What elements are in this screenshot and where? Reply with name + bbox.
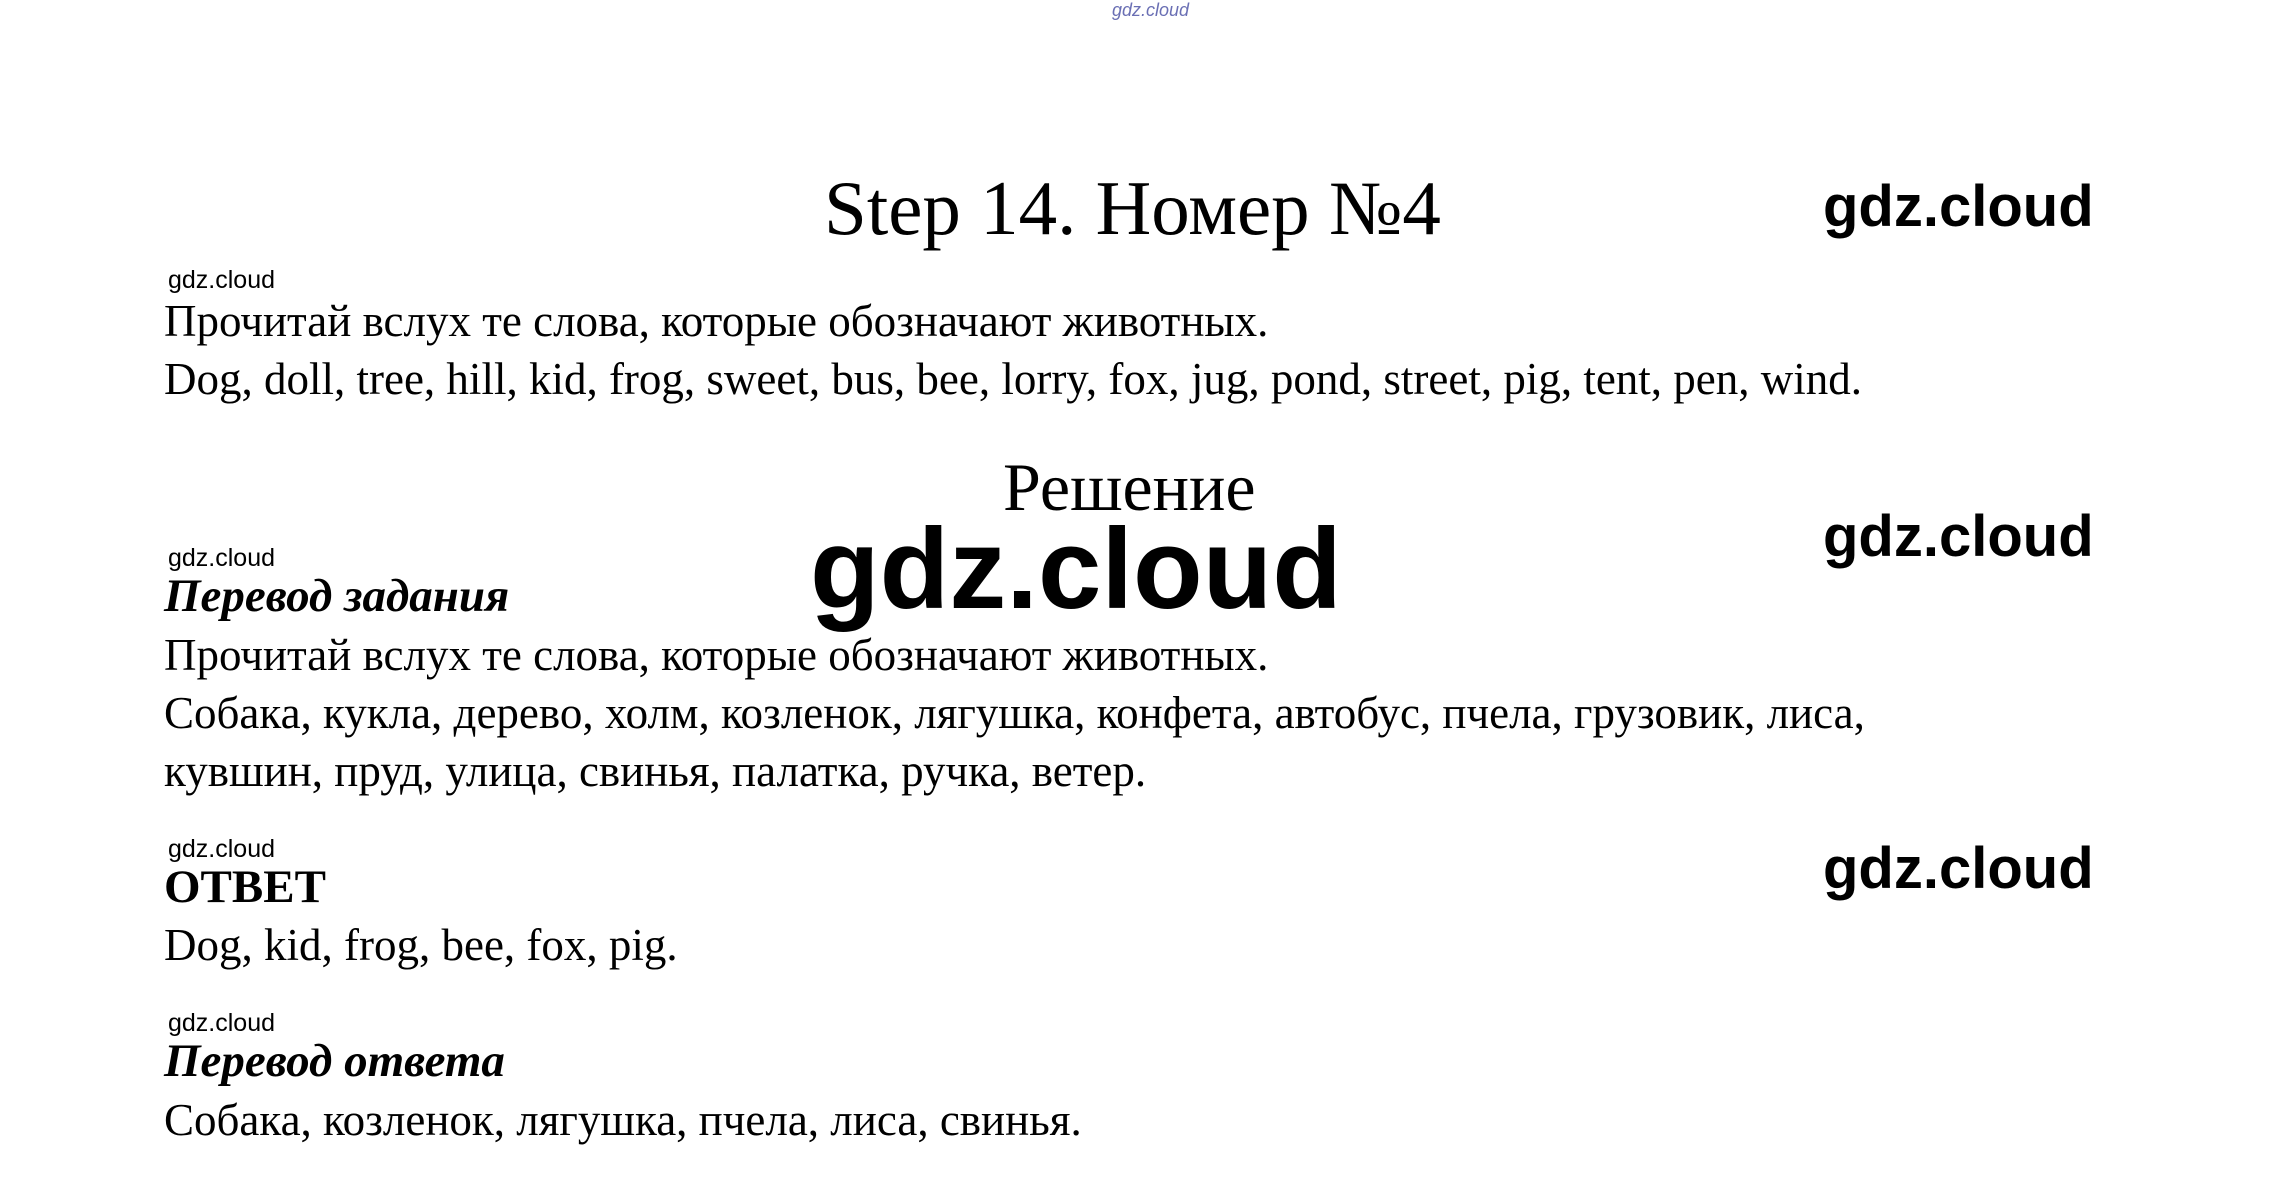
translation-instruction: Прочитай вслух те слова, которые обозначают животных. <box>164 630 1269 680</box>
watermark-right-1: gdz.cloud <box>1823 174 2094 239</box>
solution-heading: Решение <box>1003 449 1256 525</box>
answer-heading: ОТВЕТ <box>164 861 326 913</box>
answer-translation-heading: Перевод ответа <box>164 1035 505 1087</box>
page-title: Step 14. Номер №4 <box>824 165 1441 251</box>
watermark-right-3: gdz.cloud <box>1823 836 2094 901</box>
answer-text: Dog, kid, frog, bee, fox, pig. <box>164 920 678 970</box>
answer-translation-text: Собака, козленок, лягушка, пчела, лиса, свинья. <box>164 1095 1082 1145</box>
watermark-small-3: gdz.cloud <box>168 835 276 863</box>
watermark-small-2: gdz.cloud <box>168 544 276 572</box>
translation-heading: Перевод задания <box>164 570 510 622</box>
watermark-right-2: gdz.cloud <box>1823 504 2094 569</box>
translation-line-2: кувшин, пруд, улица, свинья, палатка, ручка, ветер. <box>164 746 1147 796</box>
task-instruction: Прочитай вслух те слова, которые обозначают животных. <box>164 296 1269 346</box>
translation-line-1: Собака, кукла, дерево, холм, козленок, лягушка, конфета, автобус, пчела, грузовик, лиса, <box>164 688 1865 738</box>
watermark-big: gdz.cloud <box>810 506 1342 633</box>
task-words: Dog, doll, tree, hill, kid, frog, sweet, bus, bee, lorry, fox, jug, pond, street, pig, tent, pen, wind. <box>164 354 1863 404</box>
watermark-small-4: gdz.cloud <box>168 1009 276 1037</box>
watermark-small-1: gdz.cloud <box>168 266 276 294</box>
top-watermark: gdz.cloud <box>1112 0 1190 20</box>
